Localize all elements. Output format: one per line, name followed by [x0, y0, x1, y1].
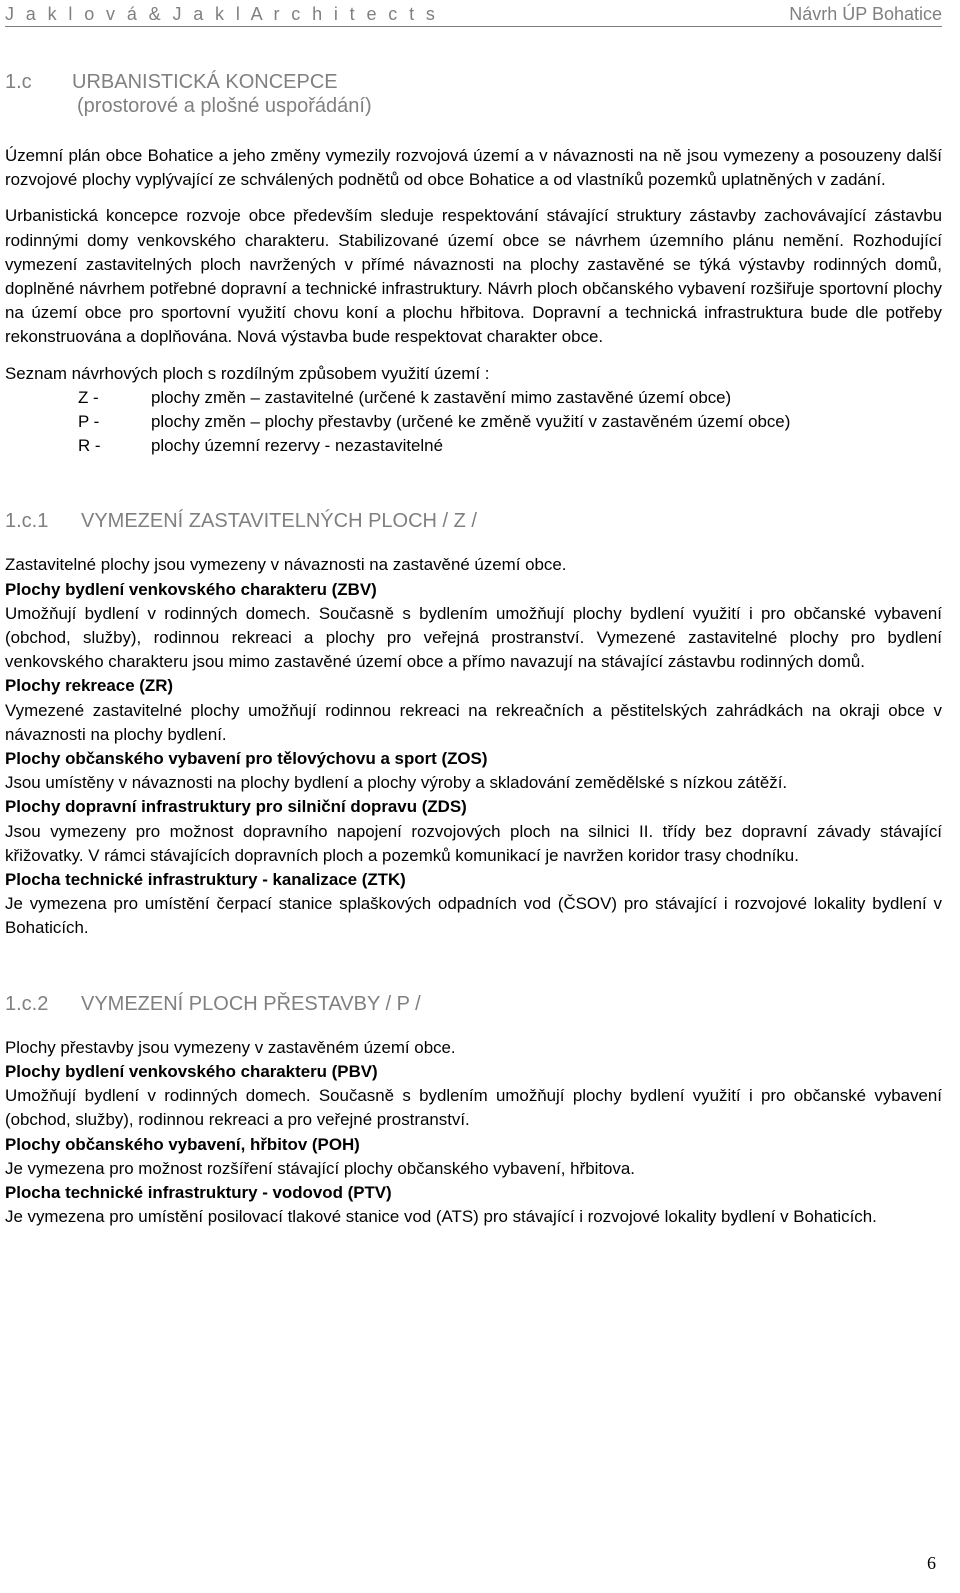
list-intro: Seznam návrhových ploch s rozdílným způsobem využití území : — [5, 363, 490, 383]
list-item — [5, 434, 942, 458]
block-heading: Plochy rekreace (ZR) — [5, 676, 174, 696]
subsection-heading-1c1 — [5, 509, 942, 533]
list-item-text: plochy změn – zastavitelné (určené k zastavění mimo zastavěné území obce) — [151, 387, 732, 407]
subsection-heading-1c2 — [5, 992, 942, 1016]
block-text: Jsou vymezeny pro možnost dopravního napojení rozvojových ploch na silnici II. třídy bez dopravní závady stávající křižovatky. V rámci stávajících dopravních ploch a pozemků komunikací je navržen koridor trasy chodníku. — [5, 821, 942, 865]
block-text: Umožňují bydlení v rodinných domech. Současně s bydlením umožňují plochy bydlení využití i pro občanské vybavení (obchod, služby), rodinnou rekreaci a plochy pro veřejná prostranství. Vymezené zastavitelné plochy pro bydlení venkovského charakteru jsou mimo zastavěné území obce a přímo navazují na stávající zástavbu rodinných domů. — [5, 603, 942, 672]
block-heading: Plochy bydlení venkovského charakteru (ZBV) — [5, 579, 377, 599]
list-item-text: plochy změn – plochy přestavby (určené ke změně využití v zastavěném území obce) — [151, 412, 791, 432]
header-firm-name: J a k l o v á & J a k l A r c h i t e c t s — [5, 4, 439, 24]
section-heading — [5, 70, 942, 118]
concept-paragraph: Urbanistická koncepce rozvoje obce především sleduje respektování stávající struktury zástavby zachovávající zástavbu rodinnými domy venkovského charakteru. Stabilizované území obce se návrhem územního plánu nemění. Rozhodující vymezení zastavitelných ploch navržených v přímé návaznosti na plochy zastavěné se týká výstavby rodinných domů, doplněné návrhem potřebné dopravní a technické infrastruktury. Návrh ploch občanského vybavení rozšiřuje sportovní plochy na území obce pro sportovní využití chovu koní a plochu hřbitova. Dopravní a technická infrastruktura bude dle potřeby rekonstruována a doplňována. Nová výstavba bude respektovat charakter obce. — [5, 206, 942, 347]
subsection-intro: Zastavitelné plochy jsou vymezeny v návaznosti na zastavěné území obce. — [5, 555, 567, 575]
block-text: Vymezené zastavitelné plochy umožňují rodinnou rekreaci na rekreačních a pěstitelských zahrádkách na okraji obce v návaznosti na plochy bydlení. — [5, 700, 942, 744]
list-item-code: R - — [78, 436, 101, 456]
block-text: Jsou umístěny v návaznosti na plochy bydlení a plochy výroby a skladování zemědělské s nízkou zátěží. — [5, 773, 788, 793]
block-text: Je vymezena pro umístění posilovací tlakové stanice vod (ATS) pro stávající i rozvojové lokality bydlení v Bohaticích. — [5, 1207, 877, 1227]
section-subtitle: (prostorové a plošné uspořádání) — [77, 95, 372, 117]
plot-type-list — [5, 386, 942, 459]
list-item — [5, 410, 942, 434]
section-number: 1.c — [5, 71, 32, 93]
block-text: Je vymezena pro umístění čerpací stanice splaškových odpadních vod (ČSOV) pro stávající i rozvojové lokality bydlení v Bohaticích. — [5, 894, 942, 938]
block-heading: Plochy občanského vybavení pro tělovýchovu a sport (ZOS) — [5, 749, 488, 769]
subsection-number: 1.c.2 — [5, 992, 49, 1015]
block-heading: Plocha technické infrastruktury - vodovod (PTV) — [5, 1182, 392, 1202]
header-document-title: Návrh ÚP Bohatice — [789, 4, 942, 24]
page-header — [5, 4, 942, 27]
intro-paragraph: Územní plán obce Bohatice a jeho změny vymezily rozvojová území a v návaznosti na ně jsou vymezeny a posouzeny další rozvojové plochy vyplývající ze schválených podnětů od obce Bohatice a od vlastníků pozemků uplatněných v zadání. — [5, 146, 942, 190]
block-heading: Plochy bydlení venkovského charakteru (PBV) — [5, 1061, 378, 1081]
subsection-title: VYMEZENÍ PLOCH PŘESTAVBY / P / — [81, 992, 421, 1015]
list-item-code: P - — [78, 412, 100, 432]
page-body — [5, 70, 942, 1229]
subsection-title: VYMEZENÍ ZASTAVITELNÝCH PLOCH / Z / — [81, 510, 477, 533]
block-heading: Plocha technické infrastruktury - kanalizace (ZTK) — [5, 870, 406, 890]
page-number: 6 — [927, 1553, 936, 1573]
list-item-code: Z - — [78, 387, 99, 407]
block-heading: Plochy dopravní infrastruktury pro silniční dopravu (ZDS) — [5, 797, 467, 817]
subsection-number: 1.c.1 — [5, 510, 49, 533]
list-item-text: plochy územní rezervy - nezastavitelné — [151, 436, 443, 456]
block-text: Umožňují bydlení v rodinných domech. Současně s bydlením umožňují plochy bydlení využití i pro občanské vybavení (obchod, služby), rodinnou rekreaci a pro veřejné prostranství. — [5, 1086, 942, 1130]
block-heading: Plochy občanského vybavení, hřbitov (POH) — [5, 1134, 360, 1154]
section-title: URBANISTICKÁ KONCEPCE — [72, 71, 338, 93]
list-item — [5, 386, 942, 410]
subsection-intro: Plochy přestavby jsou vymezeny v zastavěném území obce. — [5, 1037, 456, 1057]
block-text: Je vymezena pro možnost rozšíření stávající plochy občanského vybavení, hřbitova. — [5, 1158, 635, 1178]
